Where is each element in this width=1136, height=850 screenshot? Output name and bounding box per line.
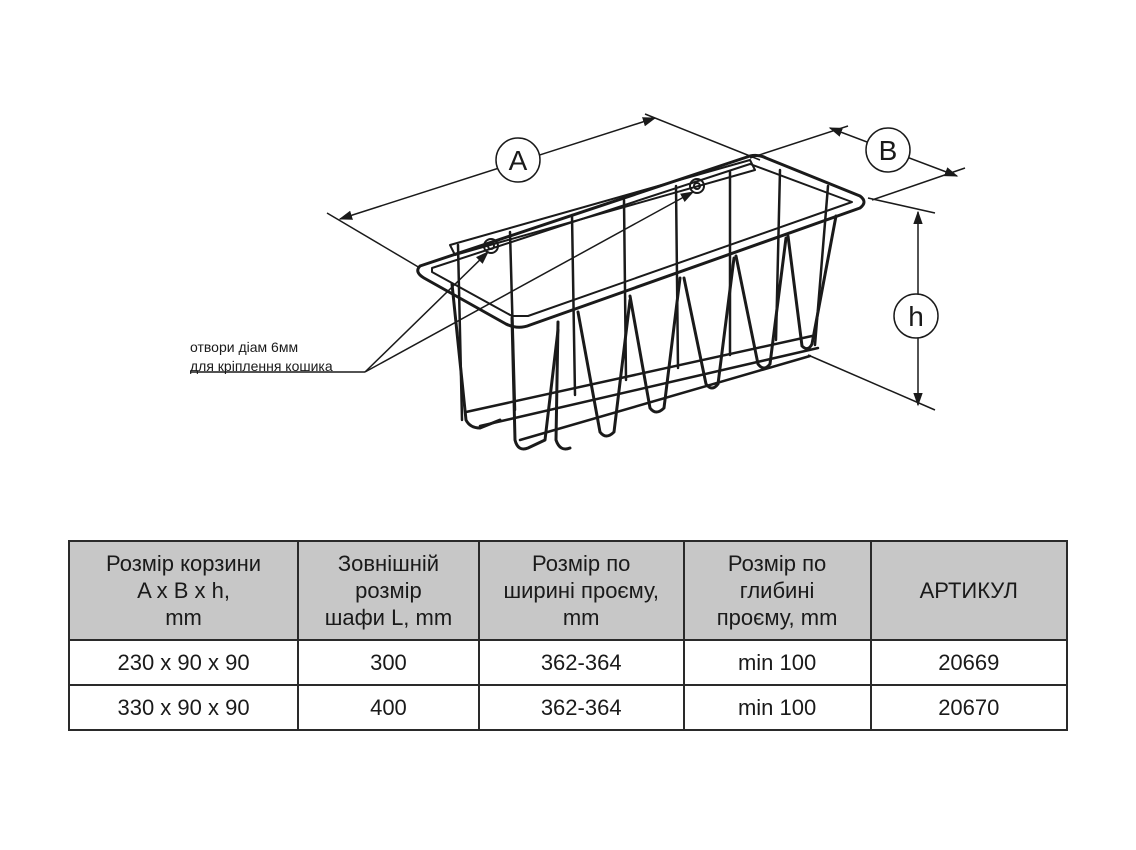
- cell-opening-width: 362-364: [479, 640, 684, 685]
- header-article: АРТИКУЛ: [871, 541, 1067, 640]
- wire-basket: [418, 155, 864, 449]
- cell-opening-width: 362-364: [479, 685, 684, 730]
- dimension-a: [327, 114, 760, 268]
- svg-text:B: B: [878, 135, 898, 166]
- header-opening-width: Розмір по ширині проєму, mm: [479, 541, 684, 640]
- header-opening-depth: Розмір по глибині проєму, mm: [684, 541, 871, 640]
- specification-table: [68, 540, 1068, 731]
- dimension-b-label: [866, 128, 910, 172]
- table-row: [69, 685, 1067, 730]
- svg-text:h: h: [908, 301, 924, 332]
- cell-opening-depth: min 100: [684, 685, 871, 730]
- table-header-row: [69, 541, 1067, 640]
- header-basket-size: Розмір корзини A x B x h, mm: [69, 541, 298, 640]
- svg-text:A: A: [508, 145, 528, 176]
- bottom-rails: [466, 336, 818, 440]
- cell-cabinet-size: 400: [298, 685, 479, 730]
- cell-basket-size: 330 x 90 x 90: [69, 685, 298, 730]
- cell-basket-size: 230 x 90 x 90: [69, 640, 298, 685]
- cell-article: 20670: [871, 685, 1067, 730]
- cell-article: 20669: [871, 640, 1067, 685]
- table-row: [69, 640, 1067, 685]
- mounting-holes-note: [190, 338, 333, 376]
- header-cabinet-size: Зовнішній розмір шафи L, mm: [298, 541, 479, 640]
- dimension-h-label: [894, 294, 938, 338]
- cell-cabinet-size: 300: [298, 640, 479, 685]
- cell-opening-depth: min 100: [684, 640, 871, 685]
- note-line: отвори діам 6мм: [190, 339, 299, 355]
- note-line: для кріплення кошика: [190, 358, 333, 374]
- dimension-a-label: [496, 138, 540, 182]
